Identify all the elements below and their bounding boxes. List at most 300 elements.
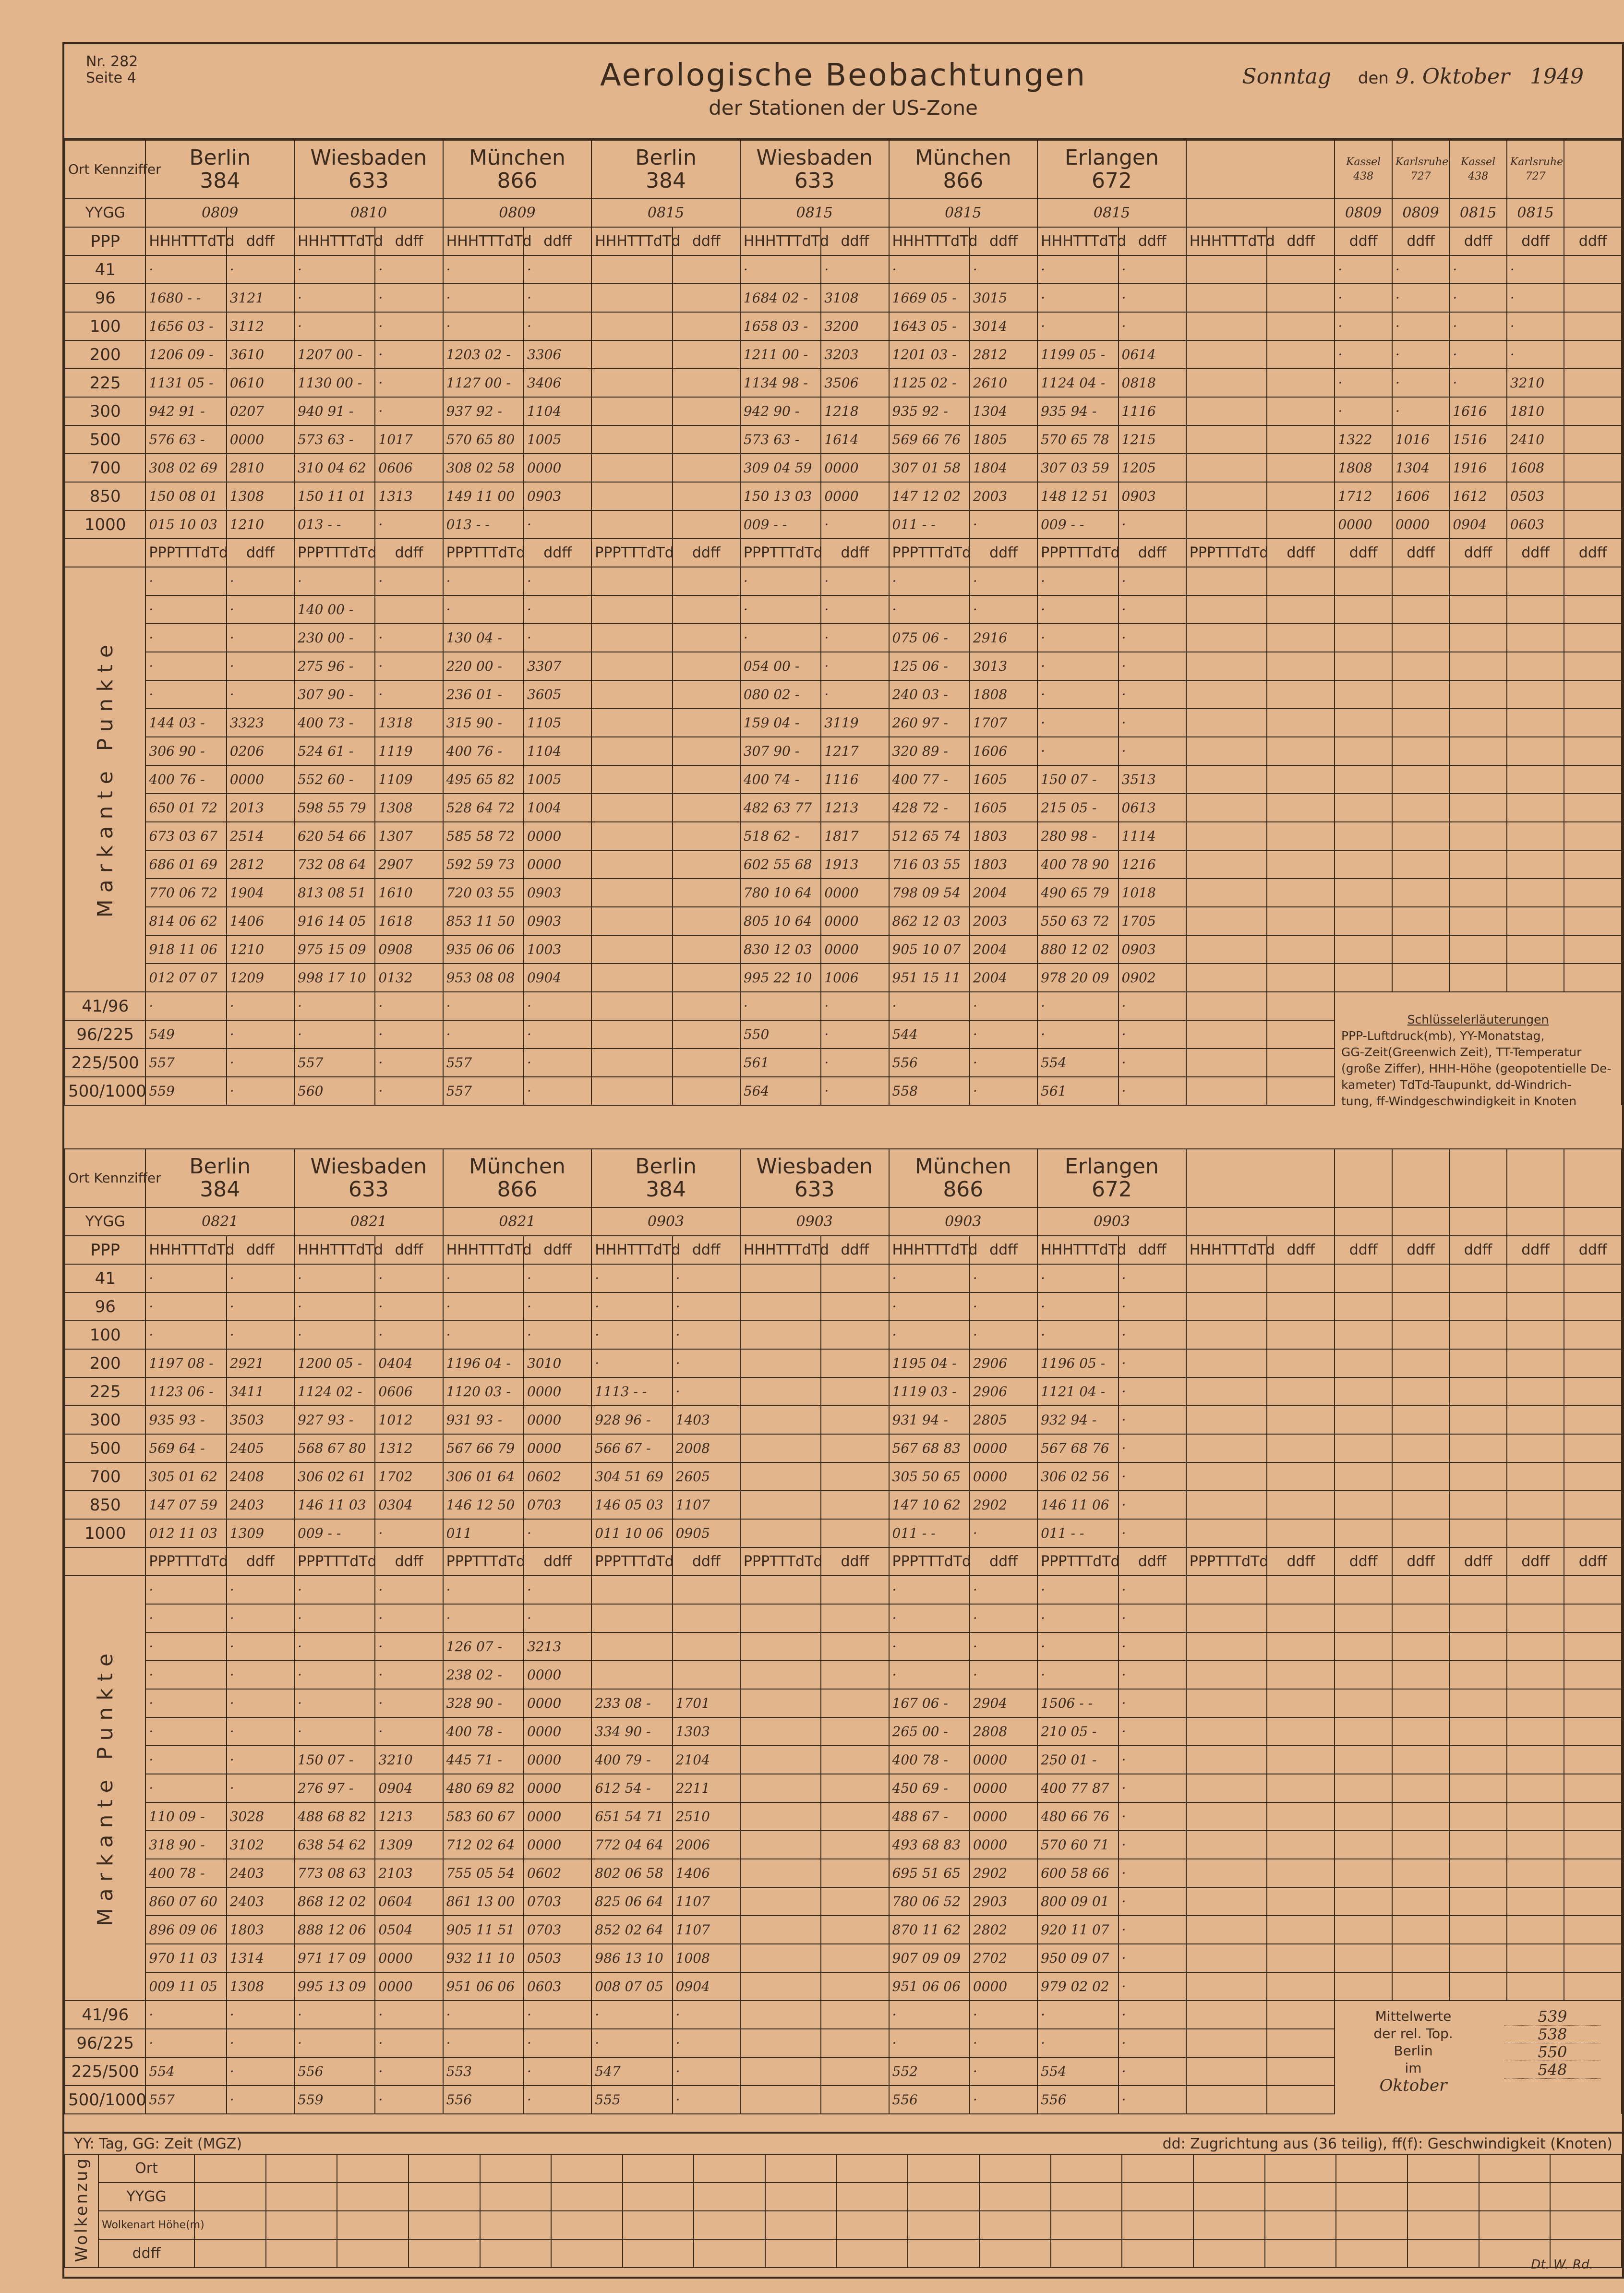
- cell: [1267, 1519, 1335, 1547]
- cell: ·: [375, 624, 443, 652]
- cell: 0000: [227, 425, 294, 454]
- cell: [673, 510, 740, 539]
- cell: ·: [1392, 369, 1450, 397]
- markante-row: [65, 1972, 1622, 2001]
- level-1000: 1000: [65, 510, 145, 539]
- station-6: Erlangen 672: [1037, 140, 1186, 199]
- station-1: Wiesbaden 633: [294, 140, 443, 199]
- yygg-7: [1186, 199, 1335, 227]
- cell: 0000: [524, 1377, 591, 1406]
- cell: [1449, 1802, 1507, 1831]
- cell: ·: [1119, 1802, 1186, 1831]
- cell: 0000: [524, 1746, 591, 1774]
- cell: [1449, 1349, 1507, 1377]
- yygg-label: YYGG: [65, 1207, 145, 1236]
- cell: [1392, 1434, 1450, 1462]
- cell: ·: [524, 1519, 591, 1547]
- cell: 602 55 68: [740, 850, 821, 879]
- cell: [1186, 2057, 1267, 2086]
- hhh-head: HHHTTTdTd: [591, 1236, 672, 1264]
- mittelwerte-box: Mittelwerte der rel. Top. Berlin im Oktober: [1373, 2008, 1453, 2095]
- cell: [740, 1434, 821, 1462]
- cell: [1507, 680, 1564, 709]
- cell: 570 60 71: [1037, 1831, 1118, 1859]
- cell: ·: [970, 1576, 1037, 1604]
- cell: [1335, 935, 1392, 964]
- cell: ·: [524, 624, 591, 652]
- cell: 557: [443, 1077, 524, 1105]
- pppt-head: PPPTTTdTd: [145, 539, 226, 567]
- wolkenzug-cell: [1407, 2239, 1479, 2268]
- cell: ·: [970, 1661, 1037, 1689]
- ddff-head: ddff: [1335, 1547, 1392, 1576]
- cell: 1308: [375, 794, 443, 822]
- cell: [1267, 255, 1335, 284]
- cell: 1680 - -: [145, 284, 226, 312]
- cell: 556: [1037, 2086, 1118, 2114]
- small-yygg-3: 0815: [1507, 199, 1564, 227]
- cell: 2004: [970, 964, 1037, 992]
- cell: [591, 510, 672, 539]
- cell: 147 07 59: [145, 1491, 226, 1519]
- cell: ·: [443, 2029, 524, 2057]
- cell: [591, 680, 672, 709]
- cell: [1507, 794, 1564, 822]
- cell: [1507, 964, 1564, 992]
- rel-label: 96/225: [65, 2029, 145, 2057]
- cell: 146 05 03: [591, 1491, 672, 1519]
- cell: 2906: [970, 1349, 1037, 1377]
- cell: [1267, 1916, 1335, 1944]
- cell: 318 90 -: [145, 1831, 226, 1859]
- wolkenzug-row-label: YYGG: [98, 2183, 194, 2211]
- cell: 0703: [524, 1887, 591, 1916]
- cell: ·: [1119, 255, 1186, 284]
- cell: ·: [1119, 2029, 1186, 2057]
- cell: 009 - -: [294, 1519, 375, 1547]
- cell: [591, 964, 672, 992]
- cell: [1335, 1377, 1392, 1406]
- cell: 306 02 56: [1037, 1462, 1118, 1491]
- markante-row: [65, 1717, 1622, 1746]
- cell: ·: [375, 1717, 443, 1746]
- level-row: [65, 482, 1622, 510]
- hhh-head: HHHTTTdTd: [1186, 1236, 1267, 1264]
- cell: ·: [443, 2001, 524, 2029]
- wolkenzug-cell: [979, 2239, 1051, 2268]
- station-6: Erlangen 672: [1037, 1149, 1186, 1207]
- cell: [1449, 822, 1507, 850]
- cell: ·: [1037, 992, 1118, 1020]
- cell: 1017: [375, 425, 443, 454]
- cell: [1186, 1887, 1267, 1916]
- yygg-5: 0815: [889, 199, 1038, 227]
- cell: 547: [591, 2057, 672, 2086]
- cell: [821, 1576, 889, 1604]
- cell: 1109: [375, 765, 443, 794]
- hhh-head: HHHTTTdTd: [1186, 227, 1267, 255]
- yygg-4: 0903: [740, 1207, 889, 1236]
- rel-label: 225/500: [65, 1049, 145, 1077]
- cell: 1610: [375, 879, 443, 907]
- cell: [1449, 1831, 1507, 1859]
- cell: 400 78 -: [889, 1746, 970, 1774]
- cell: 686 01 69: [145, 850, 226, 879]
- cell: 567 68 76: [1037, 1434, 1118, 1462]
- cell: 2902: [970, 1491, 1037, 1519]
- cell: ·: [821, 510, 889, 539]
- wolkenzug-cell: [1193, 2211, 1265, 2239]
- cell: [821, 1519, 889, 1547]
- cell: 951 15 11: [889, 964, 970, 992]
- cell: ·: [673, 1321, 740, 1349]
- cell: [1564, 737, 1622, 765]
- station-0: Berlin 384: [145, 1149, 294, 1207]
- cell: 1124 02 -: [294, 1377, 375, 1406]
- cell: [1267, 1321, 1335, 1349]
- cell: 1307: [375, 822, 443, 850]
- cell: [591, 1604, 672, 1632]
- cell: ·: [591, 1321, 672, 1349]
- wolkenzug-cell: [1051, 2183, 1122, 2211]
- cell: [1186, 1377, 1267, 1406]
- cell: 651 54 71: [591, 1802, 672, 1831]
- ddff-head: ddff: [1507, 539, 1564, 567]
- cell: 1309: [227, 1519, 294, 1547]
- cell: 080 02 -: [740, 680, 821, 709]
- cell: [1507, 652, 1564, 680]
- cell: ·: [375, 1604, 443, 1632]
- cell: [1267, 1604, 1335, 1632]
- wolkenzug-table: [64, 2154, 1622, 2268]
- cell: [1267, 2057, 1335, 2086]
- cell: ·: [889, 2001, 970, 2029]
- ddff-head: ddff: [227, 1547, 294, 1576]
- cell: 2605: [673, 1462, 740, 1491]
- cell: ·: [145, 255, 226, 284]
- level-row: [65, 255, 1622, 284]
- cell: 3015: [970, 284, 1037, 312]
- cell: [673, 425, 740, 454]
- cell: ·: [294, 1020, 375, 1049]
- cell: [591, 822, 672, 850]
- cell: [1507, 1604, 1564, 1632]
- cell: [1267, 1972, 1335, 2001]
- ddff-head: ddff: [524, 1236, 591, 1264]
- cell: 3102: [227, 1831, 294, 1859]
- cell: ·: [970, 2086, 1037, 2114]
- markante-row: [65, 1576, 1622, 1604]
- cell: [1267, 1944, 1335, 1972]
- level-500: 500: [65, 425, 145, 454]
- cell: ·: [145, 624, 226, 652]
- cell: [1392, 595, 1450, 624]
- cell: [1449, 567, 1507, 595]
- cell: ·: [375, 1264, 443, 1292]
- cell: ·: [889, 2029, 970, 2057]
- cell: 550: [740, 1020, 821, 1049]
- markante-row: [65, 1887, 1622, 1916]
- markante-row: [65, 595, 1622, 624]
- cell: ·: [145, 2001, 226, 2029]
- cell: 0000: [970, 1462, 1037, 1491]
- cell: ·: [970, 992, 1037, 1020]
- ddff-head: ddff: [1449, 227, 1507, 255]
- cell: ·: [970, 510, 1037, 539]
- cell: 250 01 -: [1037, 1746, 1118, 1774]
- cell: [740, 1462, 821, 1491]
- cell: [1267, 1264, 1335, 1292]
- cell: 2006: [673, 1831, 740, 1859]
- cell: ·: [443, 284, 524, 312]
- small-yygg-1: 0809: [1392, 199, 1450, 227]
- ddff-head: ddff: [1335, 227, 1392, 255]
- wolkenzug-cell: [266, 2211, 337, 2239]
- ddff-head: ddff: [1267, 539, 1335, 567]
- cell: [1507, 1859, 1564, 1887]
- cell: 802 06 58: [591, 1859, 672, 1887]
- cell: [1564, 1746, 1622, 1774]
- cell: ·: [591, 2001, 672, 2029]
- cell: [1449, 652, 1507, 680]
- markante-label: Markante Punkte: [65, 1576, 145, 2001]
- level-row: [65, 1519, 1622, 1547]
- cell: ·: [227, 1077, 294, 1105]
- pppt-head: PPPTTTdTd: [740, 1547, 821, 1576]
- cell: [673, 1632, 740, 1661]
- cell: 0503: [524, 1944, 591, 1972]
- cell: [1507, 1944, 1564, 1972]
- cell: [1186, 935, 1267, 964]
- cell: [740, 1972, 821, 2001]
- cell: 2921: [227, 1349, 294, 1377]
- cell: 780 06 52: [889, 1887, 970, 1916]
- cell: [1507, 1377, 1564, 1406]
- cell: [1186, 1774, 1267, 1802]
- cell: 2403: [227, 1491, 294, 1519]
- cell: 307 90 -: [294, 680, 375, 709]
- cell: [1564, 709, 1622, 737]
- cell: 320 89 -: [889, 737, 970, 765]
- cell: [1564, 284, 1622, 312]
- cell: 011 10 06: [591, 1519, 672, 1547]
- wolkenzug-cell: [1051, 2154, 1122, 2183]
- cell: [1392, 1887, 1450, 1916]
- cell: ·: [443, 1020, 524, 1049]
- cell: ·: [821, 992, 889, 1020]
- yygg-3: 0903: [591, 1207, 740, 1236]
- cell: ·: [1507, 255, 1564, 284]
- wolkenzug-cell: [1122, 2211, 1193, 2239]
- cell: 638 54 62: [294, 1831, 375, 1859]
- cell: 1803: [970, 822, 1037, 850]
- cell: [1392, 567, 1450, 595]
- cell: [1507, 1802, 1564, 1831]
- hhh-head: HHHTTTdTd: [443, 227, 524, 255]
- cell: ·: [1335, 369, 1392, 397]
- cell: 0603: [524, 1972, 591, 2001]
- cell: ·: [1449, 369, 1507, 397]
- cell: [591, 397, 672, 425]
- ddff-head: ddff: [1564, 539, 1622, 567]
- cell: [821, 2057, 889, 2086]
- cell: ·: [591, 1349, 672, 1377]
- cell: ·: [375, 1519, 443, 1547]
- cell: [591, 1576, 672, 1604]
- cell: [591, 765, 672, 794]
- cell: [1449, 709, 1507, 737]
- cell: 1506 - -: [1037, 1689, 1118, 1717]
- cell: ·: [443, 1576, 524, 1604]
- cell: [1267, 652, 1335, 680]
- cell: [1186, 425, 1267, 454]
- cell: [1186, 1020, 1267, 1049]
- cell: [740, 1859, 821, 1887]
- level-41: 41: [65, 1264, 145, 1292]
- ddff-head: ddff: [1119, 227, 1186, 255]
- cell: ·: [673, 1292, 740, 1321]
- cell: [1507, 1292, 1564, 1321]
- cell: 011 - -: [889, 1519, 970, 1547]
- cell: 1643 05 -: [889, 312, 970, 340]
- cell: ·: [227, 567, 294, 595]
- cell: [1186, 1349, 1267, 1377]
- cell: 1134 98 -: [740, 369, 821, 397]
- cell: [591, 1020, 672, 1049]
- cell: ·: [889, 1604, 970, 1632]
- cell: 3605: [524, 680, 591, 709]
- cell: ·: [227, 1774, 294, 1802]
- markante-row: [65, 907, 1622, 935]
- cell: ·: [294, 1661, 375, 1689]
- cell: 1318: [375, 709, 443, 737]
- pppt-head: PPPTTTdTd: [294, 1547, 375, 1576]
- cell: ·: [524, 1292, 591, 1321]
- cell: ·: [889, 567, 970, 595]
- wolkenzug-cell: [337, 2154, 409, 2183]
- cell: 0000: [821, 907, 889, 935]
- cell: ·: [673, 2086, 740, 2114]
- hhh-head: HHHTTTdTd: [1037, 227, 1118, 255]
- mittel-value: 550: [1504, 2043, 1600, 2061]
- cell: ·: [970, 2001, 1037, 2029]
- cell: 400 79 -: [591, 1746, 672, 1774]
- cell: [1449, 1887, 1507, 1916]
- cell: [673, 907, 740, 935]
- cell: 3306: [524, 340, 591, 369]
- cell: 0404: [375, 1349, 443, 1377]
- pppt-head: PPPTTTdTd: [443, 539, 524, 567]
- cell: 1123 06 -: [145, 1377, 226, 1406]
- cell: ·: [591, 1264, 672, 1292]
- cell: 1121 04 -: [1037, 1377, 1118, 1406]
- level-row: [65, 1292, 1622, 1321]
- cell: [821, 1972, 889, 2001]
- cell: 554: [145, 2057, 226, 2086]
- cell: 149 11 00: [443, 482, 524, 510]
- cell: 560: [294, 1077, 375, 1105]
- level-700: 700: [65, 454, 145, 482]
- wolkenzug-cell: [1336, 2154, 1407, 2183]
- ddff-head: ddff: [970, 1547, 1037, 1576]
- cell: [1335, 879, 1392, 907]
- wolkenzug-cell: [1550, 2211, 1622, 2239]
- cell: ·: [1119, 1972, 1186, 2001]
- small-station-4: [1564, 140, 1622, 199]
- cell: 3411: [227, 1377, 294, 1406]
- cell: [591, 794, 672, 822]
- cell: 1606: [970, 737, 1037, 765]
- cell: 695 51 65: [889, 1859, 970, 1887]
- cell: 1216: [1119, 850, 1186, 879]
- cell: 552 60 -: [294, 765, 375, 794]
- markante-row: [65, 737, 1622, 765]
- cell: [1335, 567, 1392, 595]
- cell: [1564, 482, 1622, 510]
- cell: [740, 1831, 821, 1859]
- cell: 935 06 06: [443, 935, 524, 964]
- cell: ·: [375, 2001, 443, 2029]
- cell: [1392, 1377, 1450, 1406]
- cell: [1564, 1604, 1622, 1632]
- cell: ·: [227, 2001, 294, 2029]
- cell: ·: [375, 1689, 443, 1717]
- cell: [1564, 567, 1622, 595]
- cell: [1392, 680, 1450, 709]
- cell: ·: [1119, 284, 1186, 312]
- cell: ·: [591, 1292, 672, 1321]
- cell: 1701: [673, 1689, 740, 1717]
- cell: 1116: [821, 765, 889, 794]
- blank: [65, 1547, 145, 1576]
- cell: 861 13 00: [443, 1887, 524, 1916]
- cell: 0614: [1119, 340, 1186, 369]
- cell: 0904: [375, 1774, 443, 1802]
- cell: [1564, 1264, 1622, 1292]
- cell: [1507, 1491, 1564, 1519]
- cell: [1335, 1519, 1392, 1547]
- cell: [1507, 1972, 1564, 2001]
- cell: [821, 1462, 889, 1491]
- cell: [1335, 1859, 1392, 1887]
- cell: [821, 1632, 889, 1661]
- cell: ·: [294, 992, 375, 1020]
- cell: [1507, 1661, 1564, 1689]
- pppt-head: PPPTTTdTd: [294, 539, 375, 567]
- cell: ·: [375, 284, 443, 312]
- cell: ·: [591, 2029, 672, 2057]
- station-5: München 866: [889, 140, 1038, 199]
- cell: 712 02 64: [443, 1831, 524, 1859]
- ddff-head: ddff: [673, 227, 740, 255]
- cell: [1267, 1292, 1335, 1321]
- cell: 1199 05 -: [1037, 340, 1118, 369]
- ddff-head: ddff: [375, 1236, 443, 1264]
- cell: [1564, 964, 1622, 992]
- small-station-0: [1335, 1149, 1392, 1207]
- cell: 512 65 74: [889, 822, 970, 850]
- cell: [673, 879, 740, 907]
- cell: [740, 1519, 821, 1547]
- cell: [1267, 1576, 1335, 1604]
- cell: [1186, 1491, 1267, 1519]
- cell: 2702: [970, 1944, 1037, 1972]
- cell: ·: [227, 595, 294, 624]
- cell: 1119 03 -: [889, 1377, 970, 1406]
- cell: 1702: [375, 1462, 443, 1491]
- cell: [1335, 1774, 1392, 1802]
- level-row: [65, 1349, 1622, 1377]
